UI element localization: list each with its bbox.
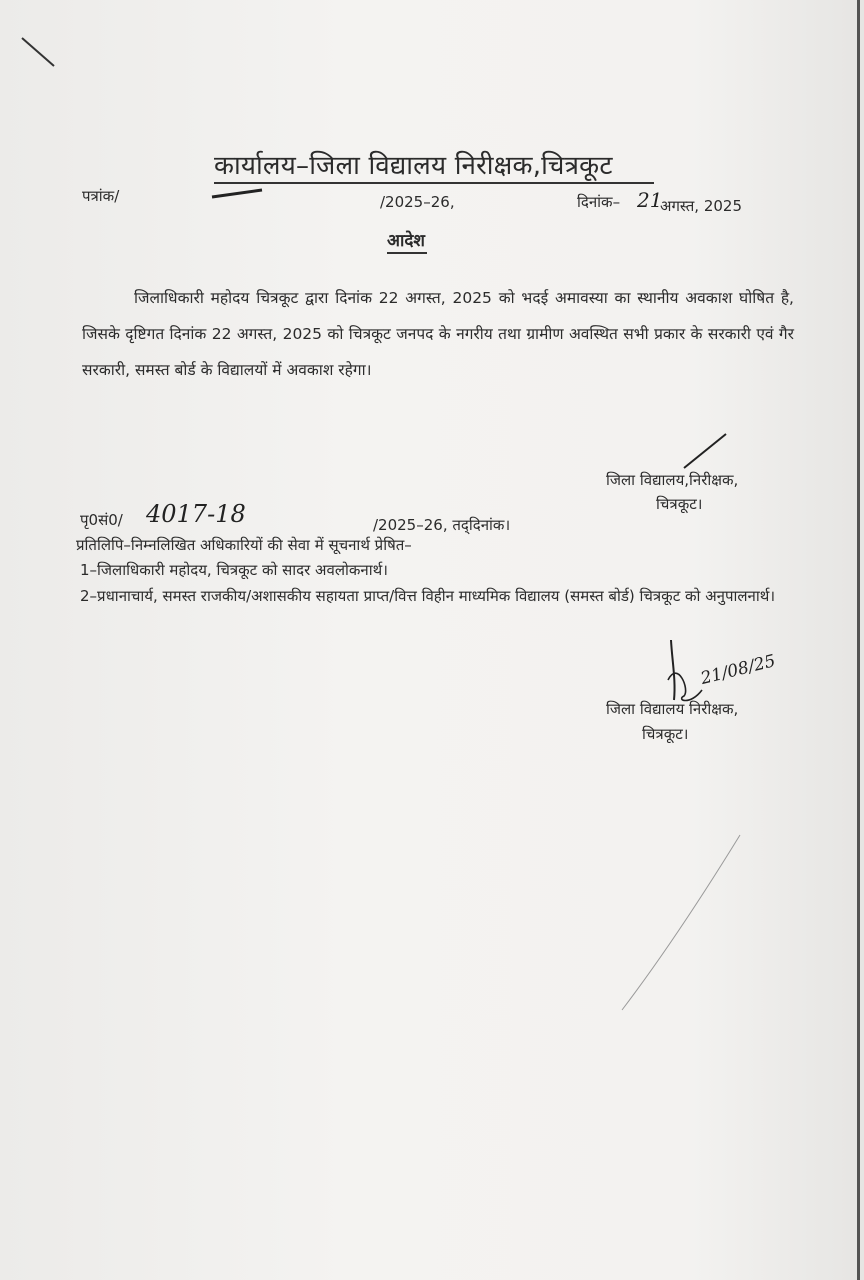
copy-item-1: 1–जिलाधिकारी महोदय, चित्रकूट को सादर अवलोकनार्थ।	[80, 561, 388, 579]
letter-number-label: पत्रांक/	[82, 187, 120, 205]
signature-2-handwritten-date: 21/08/25	[698, 651, 778, 689]
order-paragraph: जिलाधिकारी महोदय चित्रकूट द्वारा दिनांक 22 अगस्त, 2025 को भदई अमावस्या का स्थानीय अवकाश घोषित है, जिसके दृष्टिगत दिनांक 22 अगस्त, 2025 को चित्रकूट जनपद के नगरीय तथा ग्रामीण अवस्थित सभी प्रकार के सरकारी एवं गैर सरकारी, समस्त बोर्ड के विद्यालयों में अवकाश रहेगा।	[82, 289, 794, 379]
copy-intro: प्रतिलिपि–निम्नलिखित अधिकारियों की सेवा में सूचनार्थ प्रेषित–	[76, 536, 412, 554]
handwritten-date-day: 21	[637, 188, 663, 212]
signature-2-place: चित्रकूट।	[642, 725, 689, 743]
signature-1-place: चित्रकूट।	[656, 495, 703, 513]
date-label: दिनांक–	[577, 193, 621, 211]
letter-year: /2025–26,	[380, 193, 455, 211]
signature-1-designation: जिला विद्यालय,निरीक्षक,	[606, 471, 739, 489]
endorsement-ref-label: पृ0सं0/	[80, 511, 123, 529]
signature-2-designation: जिला विद्यालय निरीक्षक,	[606, 700, 739, 718]
order-heading: आदेश	[387, 231, 425, 251]
endorsement-ref-year: /2025–26, तद्‌दिनांक।	[373, 516, 511, 534]
copy-item-2: 2–प्रधानाचार्य, समस्त राजकीय/अशासकीय सहायता प्राप्त/वित्त विहीन माध्यमिक विद्यालय (समस्त बोर्ड) चित्रकूट को अनुपालनार्थ।	[80, 587, 776, 605]
office-title: कार्यालय–जिला विद्यालय निरीक्षक,चित्रकूट	[214, 151, 613, 181]
title-underline	[214, 182, 654, 184]
date-rest: अगस्त, 2025	[660, 197, 743, 215]
endorsement-ref-handwritten: 4017-18	[146, 500, 246, 528]
order-heading-underline	[387, 252, 427, 254]
